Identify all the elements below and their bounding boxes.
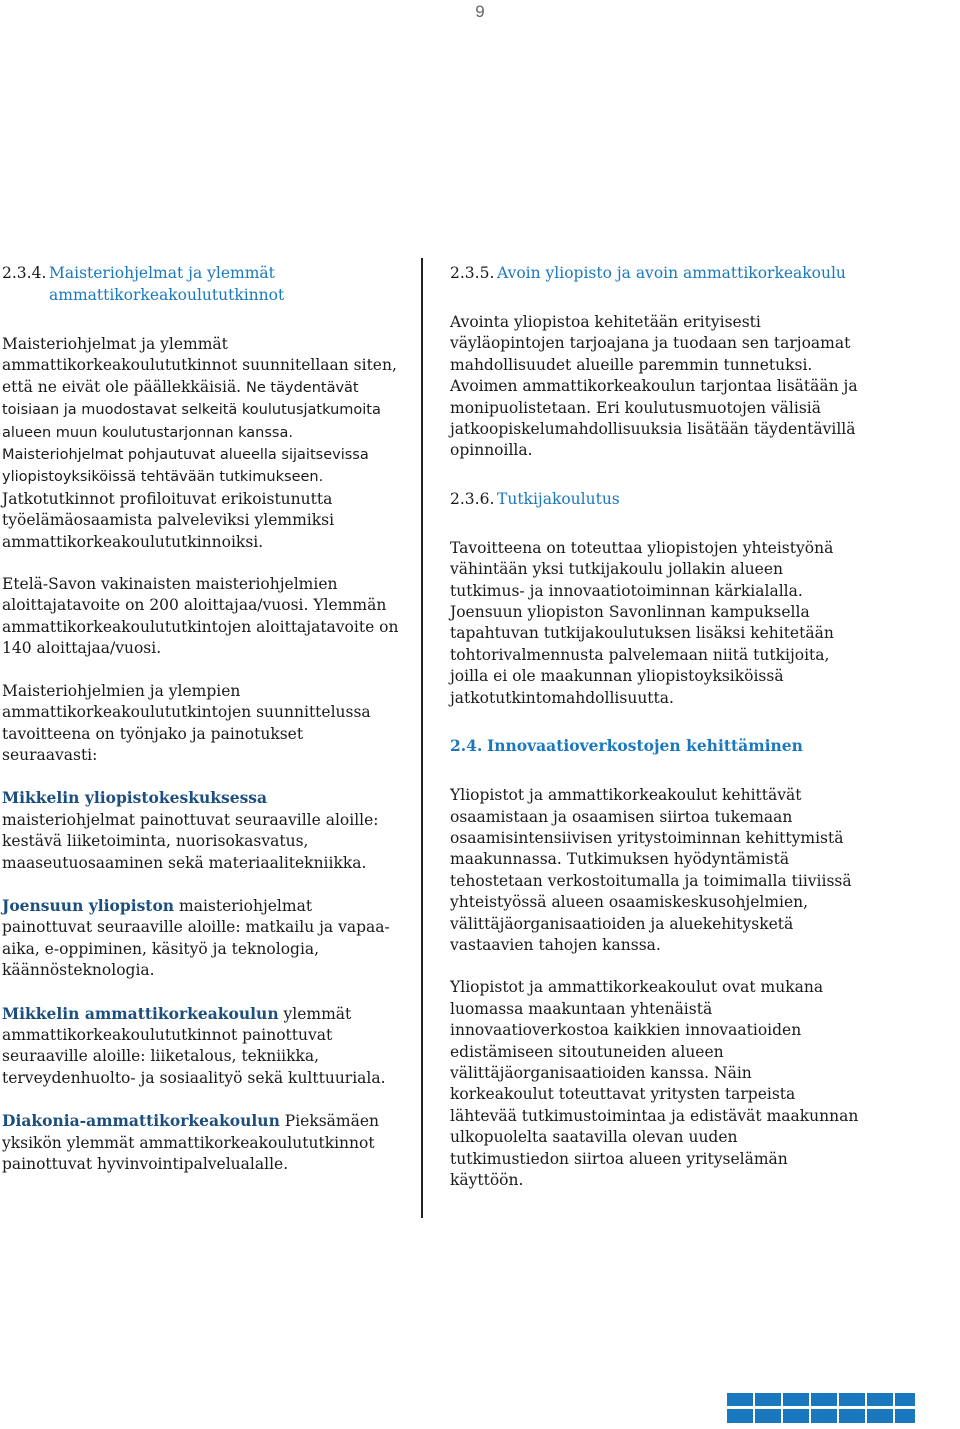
left-column bbox=[2, 262, 402, 1196]
institution-text: maisteriohjelmat painottuvat seuraaville aloille: matkailu ja vapaa-aika, e-oppiminen, käsityö ja teknologia, käännösteknologia. bbox=[2, 896, 390, 980]
logo-block bbox=[839, 1393, 865, 1423]
section-title: Innovaatioverkostojen kehittäminen bbox=[487, 736, 803, 756]
paragraph-open-university: Avointa yliopistoa kehitetään erityisesti väyläopintojen tarjoajana ja tuodaan sen tarjoamat mahdollisuudet alueille paremmin tunnetuksi. Avoimen ammattikorkeakoulun tarjontaa lisätään ja monipuolistetaan. Eri koulutusmuotojen välisiä jatkoopiskelumahdollisuuksia lisätään täydentävillä opinnoilla. bbox=[450, 313, 858, 460]
section-heading-2-3-6 bbox=[450, 488, 860, 510]
paragraph-doctoral-training: Tavoitteena on toteuttaa yliopistojen yhteistyönä vähintään yksi tutkijakoulu jollakin alueen tutkimus- ja innovaatiotoiminnan kärkialalla. Joensuun yliopiston Savonlinnan kampuksella tapahtuvan tutkijakoulutuksen lisäksi kehitetään tohtorivalmennusta palvelemaan niitä tutkijoita, joilla ei ole maakunnan yliopistoyksiköissä jatkotutkintomahdollisuutta. bbox=[450, 538, 834, 707]
institution-item bbox=[2, 895, 402, 982]
section-number: 2.3.6. bbox=[450, 489, 495, 508]
section-title: Maisteriohjelmat ja ylemmät ammattikorkeakoulututkinnot bbox=[49, 264, 285, 304]
right-column bbox=[450, 262, 860, 1212]
section-heading-2-3-5 bbox=[450, 262, 860, 284]
logo-block bbox=[811, 1393, 837, 1423]
paragraph-targets: Etelä-Savon vakinaisten maisteriohjelmien aloittajatavoite on 200 aloittajaa/vuosi. Ylemmän ammattikorkeakoulututkintojen aloittajatavoite on 140 aloittajaa/vuosi. bbox=[2, 575, 399, 658]
section-number: 2.3.4. bbox=[2, 264, 47, 282]
institution-item bbox=[2, 787, 402, 874]
paragraph-intro bbox=[2, 334, 402, 553]
logo-block bbox=[727, 1393, 753, 1423]
intro-text-sans: Ne täydentävät toisiaan ja muodostavat selkeitä koulutusjatkumoita alueen muun koulutustarjonnan kanssa. Maisteriohjelmat pohjautuvat alueella sijaitsevissa yliopistoyksiköissä tehtävään tutkimukseen. bbox=[2, 379, 381, 486]
page-number: 9 bbox=[475, 2, 485, 21]
logo-block bbox=[895, 1393, 915, 1423]
institution-item bbox=[2, 1110, 402, 1175]
section-heading-2-4 bbox=[450, 735, 860, 757]
institution-text: maisteriohjelmat painottuvat seuraaville aloille: kestävä liiketoiminta, nuorisokasvatus, maaseutuosaaminen sekä materiaalitekniikka. bbox=[2, 810, 379, 872]
section-number: 2.4. bbox=[450, 736, 483, 756]
paragraph-innovation-1: Yliopistot ja ammattikorkeakoulut kehittävät osaamistaan ja osaamisen siirtoa tukemaan osaamisintensiivisen yritystoiminnan kehittymistä maakunnassa. Tutkimuksen hyödyntämistä tehostetaan verkostoitumalla ja toimimalla tiiviissä yhteistyössä alueen osaamiskeskusohjelmien, välittäjäorganisaatioiden ja aluekehitysketä vastaavien tahojen kanssa. bbox=[450, 786, 852, 954]
institution-name: Diakonia-ammattikorkeakoulun bbox=[2, 1111, 280, 1131]
intro-text-end: Jatkotutkinnot profiloituvat erikoistunutta työelämäosaamista palveleviksi ylemmiksi ammattikorkeakoulututkinnoiksi. bbox=[2, 489, 335, 551]
paragraph-division: Maisteriohjelmien ja ylempien ammattikorkeakoulututkintojen suunnittelussa tavoitteena on työnjako ja painotukset seuraavasti: bbox=[2, 681, 371, 764]
institution-name: Mikkelin yliopistokeskuksessa bbox=[2, 788, 268, 808]
section-title: Tutkijakoulutus bbox=[497, 489, 620, 508]
section-heading-2-3-4 bbox=[2, 262, 402, 306]
logo-block bbox=[867, 1393, 893, 1423]
column-divider bbox=[421, 258, 423, 1218]
logo-block bbox=[755, 1393, 781, 1423]
logo-block bbox=[783, 1393, 809, 1423]
institution-name: Mikkelin ammattikorkeakoulun bbox=[2, 1003, 279, 1023]
footer-logo bbox=[727, 1393, 915, 1423]
institution-item bbox=[2, 1003, 402, 1090]
intro-text-serif: Maisteriohjelmat ja ylemmät ammattikorkeakoulututkinnot suunnitellaan siten, että ne eivät ole päällekkäisiä. bbox=[2, 335, 397, 396]
paragraph-innovation-2: Yliopistot ja ammattikorkeakoulut ovat mukana luomassa maakuntaan yhtenäistä innovaatioverkostoa kaikkien innovaatioiden edistämiseen sitoutuneiden alueen välittäjäorganisaatioiden kanssa. Näin korkeakoulut toteuttavat yritysten tarpeista lähtevää tutkimustoimintaa ja edistävät maakunnan ulkopuolelta saatavilla olevan uuden tutkimustiedon siirtoa alueen yrityselämän käyttöön. bbox=[450, 978, 859, 1189]
institution-text: ylemmät ammattikorkeakoulututkinnot painottuvat seuraaville aloille: liiketalous, tekniikka, terveydenhuolto- ja sosiaalityö sekä kulttuuriala. bbox=[2, 1004, 386, 1087]
section-title: Avoin yliopisto ja avoin ammattikorkeakoulu bbox=[497, 264, 846, 282]
institution-name: Joensuun yliopiston bbox=[2, 895, 175, 915]
institution-text: Pieksämäen yksikön ylemmät ammattikorkeakoulututkinnot painottuvat hyvinvointipalvelualalle. bbox=[2, 1112, 380, 1173]
section-number: 2.3.5. bbox=[450, 264, 495, 282]
